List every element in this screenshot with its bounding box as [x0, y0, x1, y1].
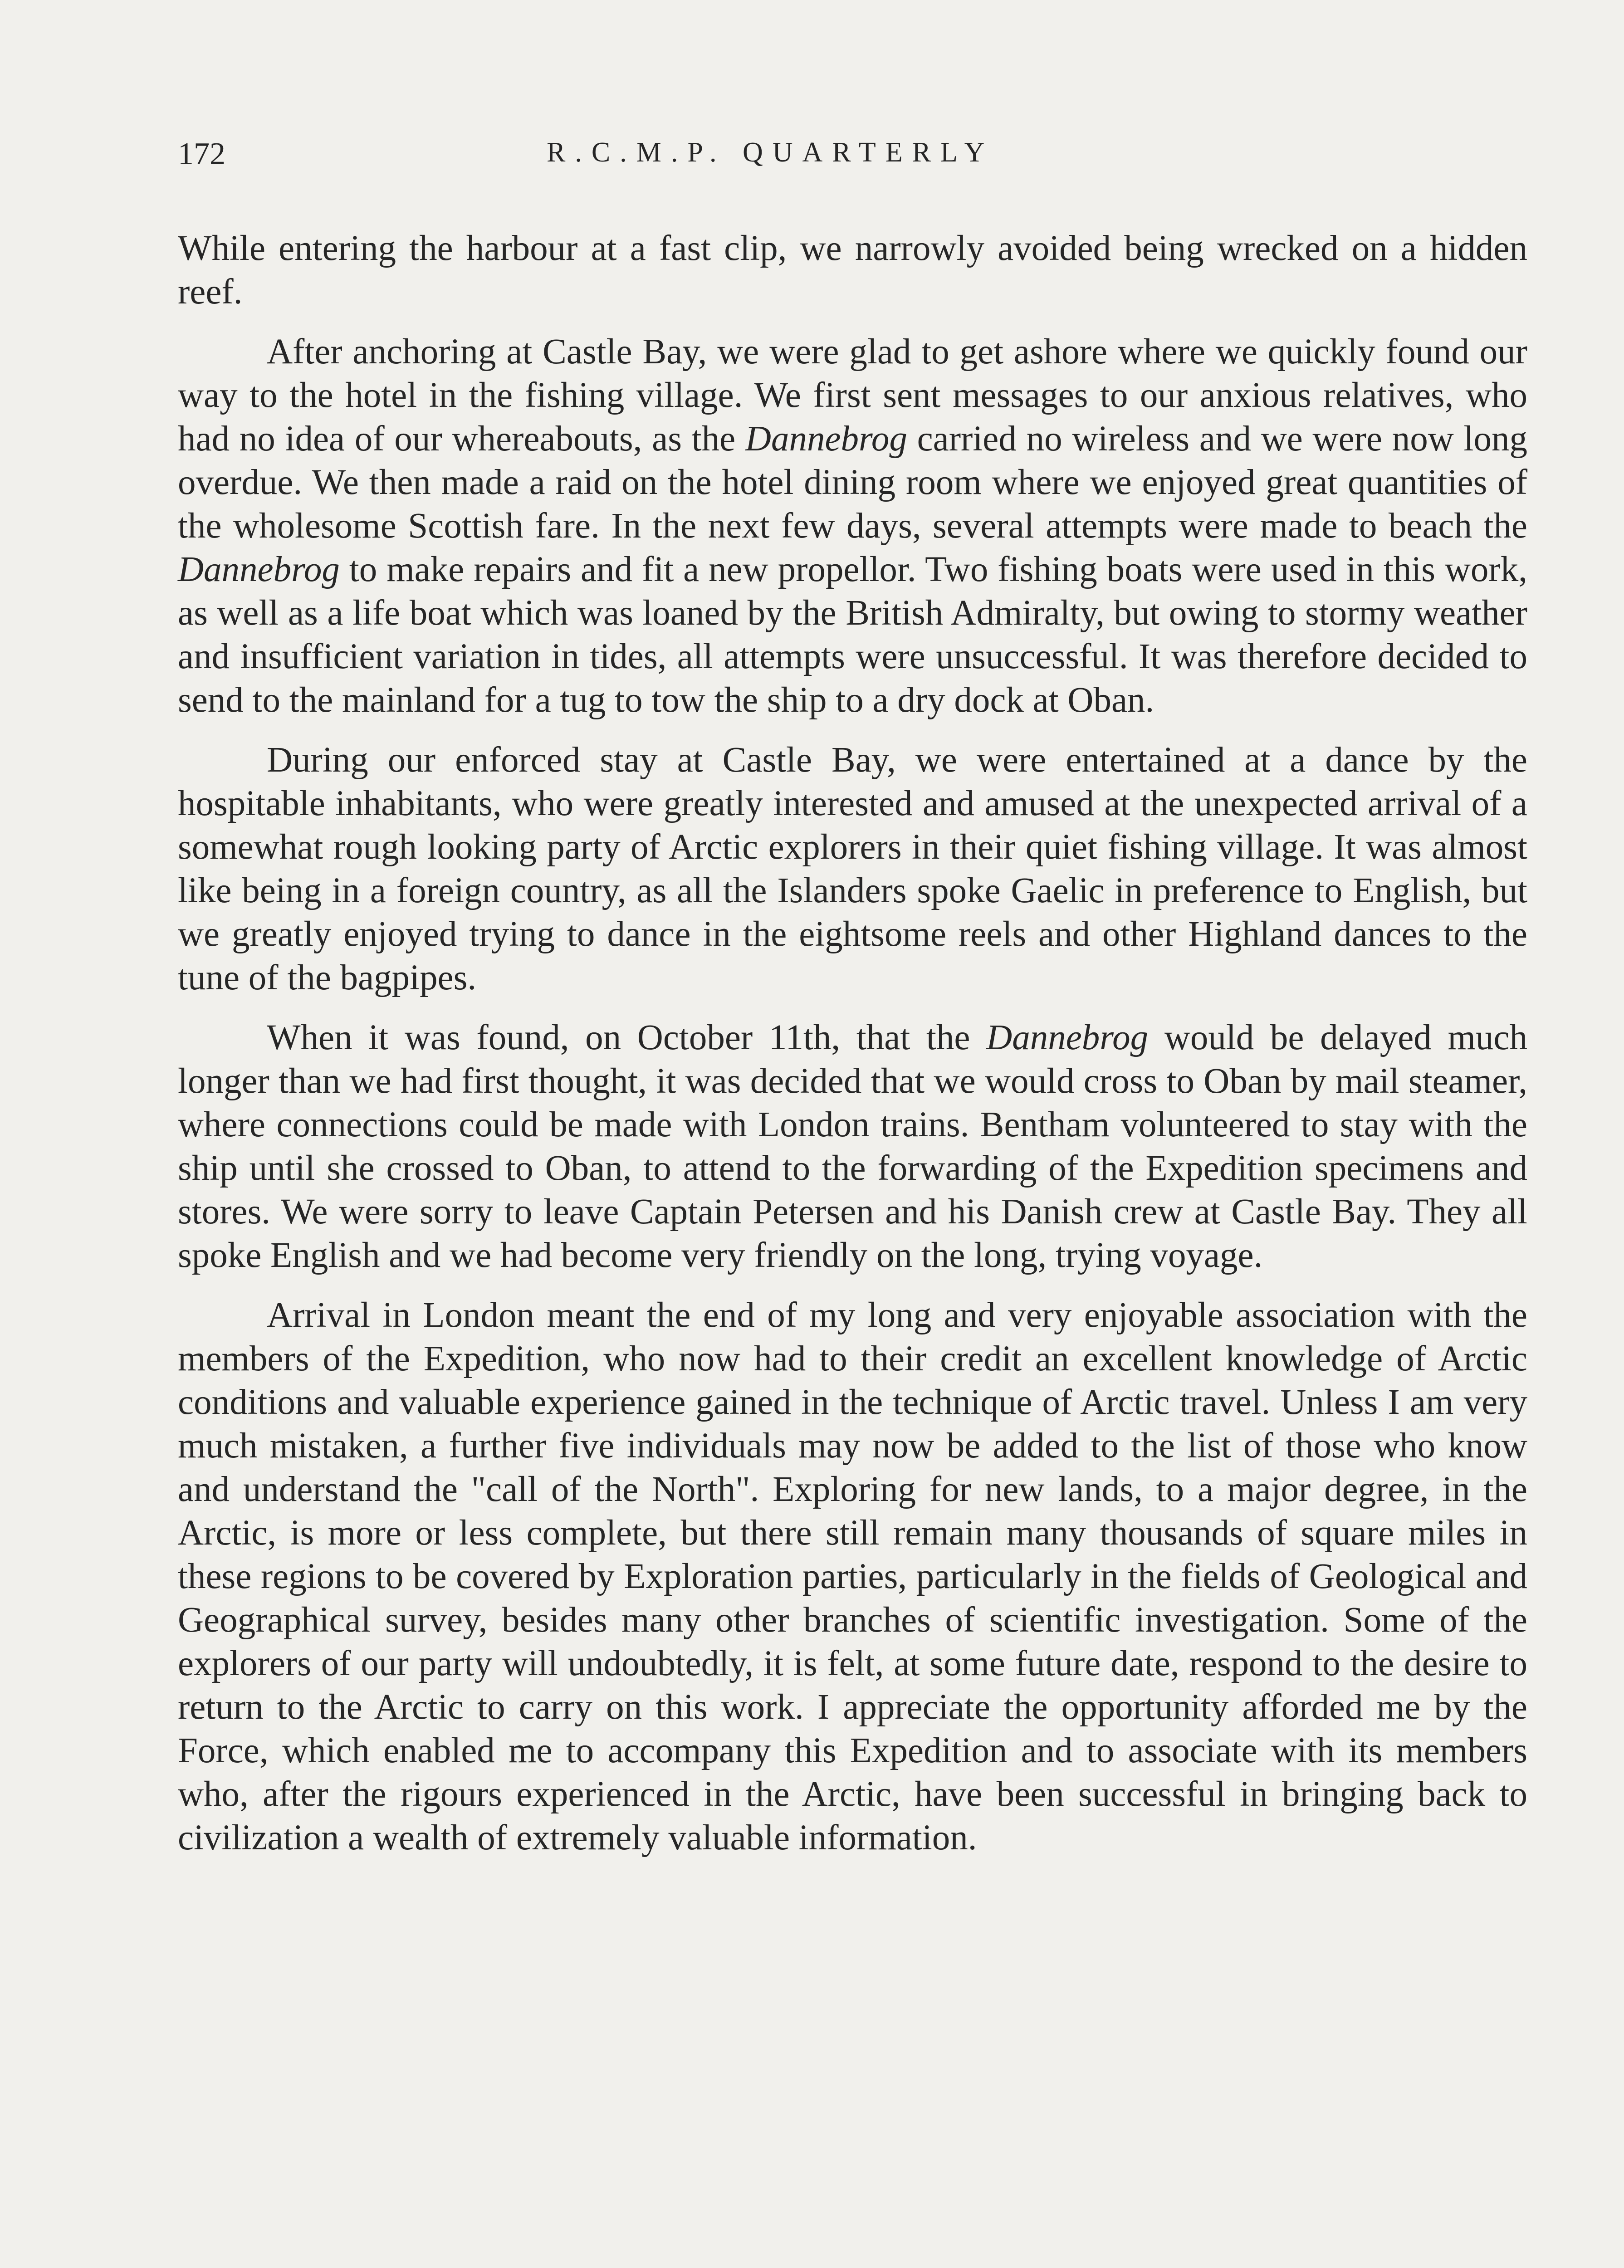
paragraph [178, 330, 1527, 722]
running-head: R.C.M.P. QUARTERLY [547, 137, 994, 168]
text-run: would be delayed much longer than we had first thought, it was decided that we would cross to Oban by mail steamer, where connections could be made with London trains. Bentham volunteered to stay with the ship until she crossed to Oban, to attend to the forwarding of the Expedition specimens and stores. We were sorry to leave Captain Petersen and his Danish crew at Castle Bay. They all spoke English and we had become very friendly on the long, trying voyage. [178, 1018, 1527, 1275]
text-run: After anchoring at Castle Bay, we were glad to get ashore where we quickly found our way to the hotel in the fishing village. We first sent messages to our anxious relatives, who had no idea of our whereabouts, as the [178, 332, 1527, 459]
text-run: While entering the harbour at a fast clip, we narrowly avoided being wrecked on a hidden reef. [178, 229, 1527, 312]
article-body [178, 227, 1527, 1876]
paragraph [178, 1016, 1527, 1277]
ship-name-italic: Dannebrog [986, 1018, 1149, 1057]
text-run: When it was found, on October 11th, that the [267, 1018, 987, 1057]
page-number: 172 [178, 137, 225, 171]
ship-name-italic: Dannebrog [745, 419, 907, 459]
paragraph [178, 1294, 1527, 1860]
ship-name-italic: Dannebrog [178, 550, 340, 589]
paragraph [178, 227, 1527, 314]
paragraph [178, 738, 1527, 1000]
text-run: Arrival in London meant the end of my long and very enjoyable association with the members of the Expedition, who now had to their credit an excellent knowledge of Arctic conditions and valuable experience gained in the technique of Arctic travel. Unless I am very much mistaken, a further five individuals may now be added to the list of those who know and understand the "call of the North". Exploring for new lands, to a major degree, in the Arctic, is more or less complete, but there still remain many thousands of square miles in these regions to be covered by Exploration parties, particularly in the fields of Geological and Geographical survey, besides many other branches of scientific investigation. Some of the explorers of our party will undoubtedly, it is felt, at some future date, respond to the desire to return to the Arctic to carry on this work. I appreciate the opportunity afforded me by the Force, which enabled me to accompany this Expedition and to associate with its members who, after the rigours experienced in the Arctic, have been successful in bringing back to civilization a wealth of extremely valuable information. [178, 1295, 1527, 1857]
text-run: carried no wireless and we were now long overdue. We then made a raid on the hotel dining room where we enjoyed great quantities of the wholesome Scottish fare. In the next few days, several attempts were made to beach the [178, 419, 1527, 546]
text-run: During our enforced stay at Castle Bay, we were entertained at a dance by the hospitable inhabitants, who were greatly interested and amused at the unexpected arrival of a somewhat rough looking party of Arctic explorers in their quiet fishing village. It was almost like being in a foreign country, as all the Islanders spoke Gaelic in preference to English, but we greatly enjoyed trying to dance in the eightsome reels and other Highland dances to the tune of the bagpipes. [178, 740, 1527, 997]
text-run: to make repairs and fit a new propellor. Two fishing boats were used in this work, as well as a life boat which was loaned by the British Admiralty, but owing to stormy weather and insufficient variation in tides, all attempts were unsuccessful. It was therefore decided to send to the mainland for a tug to tow the ship to a dry dock at Oban. [178, 550, 1527, 720]
